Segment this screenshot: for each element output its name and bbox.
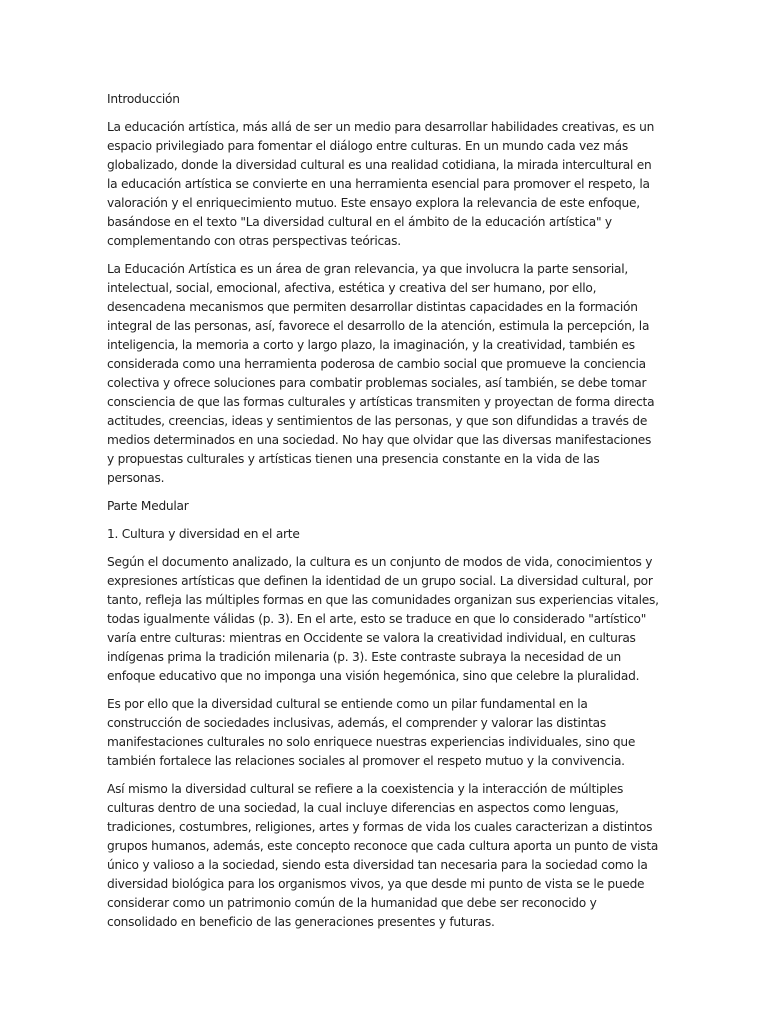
medular-heading: Parte Medular bbox=[107, 499, 189, 513]
section-1-heading: 1. Cultura y diversidad en el arte bbox=[107, 527, 300, 541]
section-1-paragraph-3: Así mismo la diversidad cultural se refiere a la coexistencia y la interacción de múltiples culturas dentro de una sociedad, la cual incluye diferencias en aspectos como lenguas, tradiciones, costumbres, religiones, artes y formas de vida los cuales caracterizan a distintos grupos humanos, además, este concepto reconoce que cada cultura aporta un punto de vista único y valioso a la sociedad, siendo esta diversidad tan necesaria para la sociedad como la diversidad biológica para los organismos vivos, ya que desde mi punto de vista se le puede considerar como un patrimonio común de la humanidad que debe ser reconocido y consolidado en beneficio de las generaciones presentes y futuras. bbox=[107, 782, 659, 929]
intro-heading: Introducción bbox=[107, 92, 180, 106]
section-1-paragraph-1: Según el documento analizado, la cultura es un conjunto de modos de vida, conocimientos y expresiones artísticas que definen la identidad de un grupo social. La diversidad cultural, por tanto, refleja las múltiples formas en que las comunidades organizan sus experiencias vitales, todas igualmente válidas (p. 3). En el arte, esto se traduce en que lo considerado "artístico" varía entre culturas: mientras en Occidente se valora la creatividad individual, en culturas indígenas prima la tradición milenaria (p. 3). Este contraste subraya la necesidad de un enfoque educativo que no imponga una visión hegemónica, sino que celebre la pluralidad. bbox=[107, 555, 659, 683]
document-page bbox=[107, 90, 659, 941]
intro-paragraph-2: La Educación Artística es un área de gran relevancia, ya que involucra la parte sensorial, intelectual, social, emocional, afectiva, estética y creativa del ser humano, por ello, desencadena mecanismos que permiten desarrollar distintas capacidades en la formación integral de las personas, así, favorece el desarrollo de la atención, estimula la percepción, la inteligencia, la memoria a corto y largo plazo, la imaginación, y la creatividad, también es considerada como una herramienta poderosa de cambio social que promueve la conciencia colectiva y ofrece soluciones para combatir problemas sociales, así también, se debe tomar consciencia de que las formas culturales y artísticas transmiten y proyectan de forma directa actitudes, creencias, ideas y sentimientos de las personas, y que son difundidas a través de medios determinados en una sociedad. No hay que olvidar que las diversas manifestaciones y propuestas culturales y artísticas tienen una presencia constante en la vida de las personas. bbox=[107, 262, 655, 485]
intro-paragraph-1: La educación artística, más allá de ser un medio para desarrollar habilidades creativas, es un espacio privilegiado para fomentar el diálogo entre culturas. En un mundo cada vez más globalizado, donde la diversidad cultural es una realidad cotidiana, la mirada intercultural en la educación artística se convierte en una herramienta esencial para promover el respeto, la valoración y el enriquecimiento mutuo. Este ensayo explora la relevancia de este enfoque, basándose en el texto "La diversidad cultural en el ámbito de la educación artística" y complementando con otras perspectivas teóricas. bbox=[107, 120, 655, 248]
section-1-paragraph-2: Es por ello que la diversidad cultural se entiende como un pilar fundamental en la construcción de sociedades inclusivas, además, el comprender y valorar las distintas manifestaciones culturales no solo enriquece nuestras experiencias individuales, sino que también fortalece las relaciones sociales al promover el respeto mutuo y la convivencia. bbox=[107, 697, 636, 768]
